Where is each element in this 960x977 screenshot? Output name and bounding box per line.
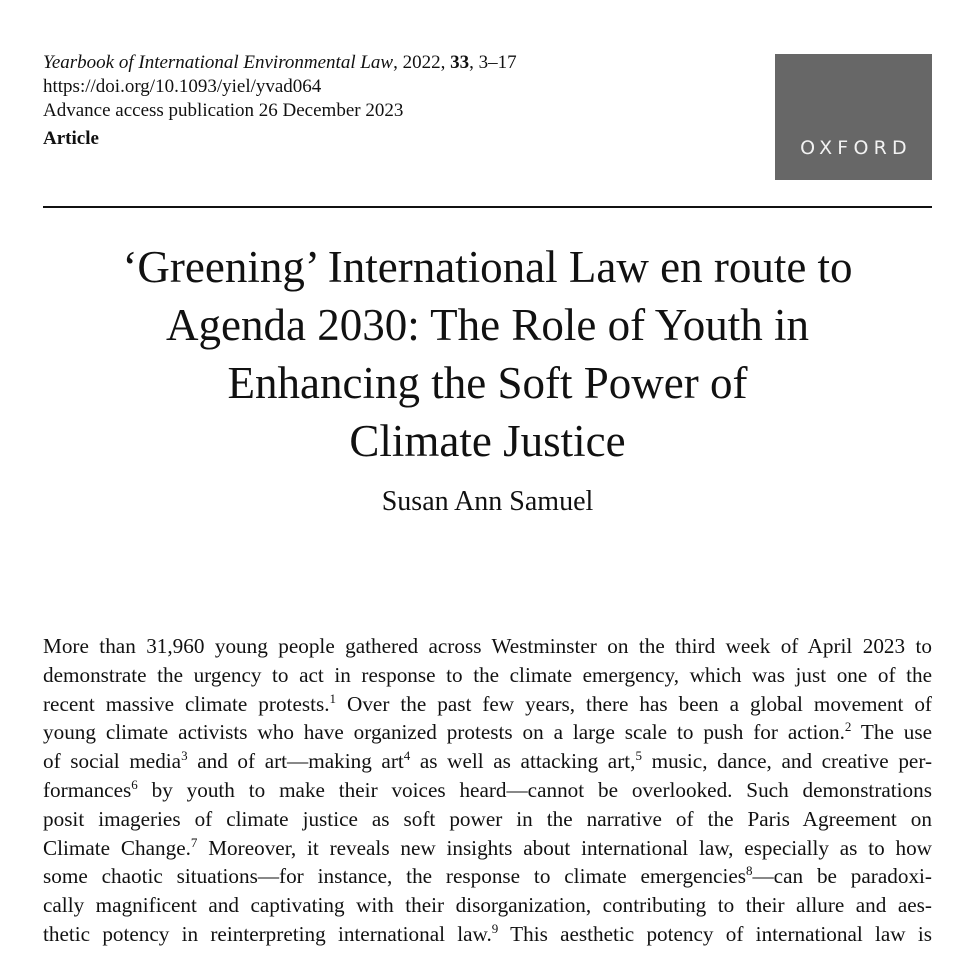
body-text-segment: posit imageries of climate justice as soft power in the narrative of the Paris Agreement on	[43, 806, 932, 831]
body-line	[43, 632, 932, 661]
body-text-segment: music, dance, and creative per-	[641, 749, 933, 774]
footnote-reference[interactable]: 1	[329, 690, 337, 706]
journal-year: 2022	[402, 52, 441, 73]
body-text-segment: This aesthetic potency of international law is	[498, 921, 932, 946]
body-line	[43, 718, 932, 747]
footnote-reference[interactable]: 4	[403, 748, 411, 764]
advance-access-date: Advance access publication 26 December 2023	[43, 100, 404, 121]
body-line	[43, 747, 932, 776]
body-paragraph	[43, 632, 932, 949]
journal-pages: 3–17	[478, 52, 517, 73]
body-text-segment: More than 31,960 young people gathered across Westminster on the third week of April 2023 to	[43, 634, 932, 658]
body-text-segment: demonstrate the urgency to act in response to the climate emergency, which was just one of the	[43, 662, 932, 687]
journal-volume: 33	[450, 52, 470, 73]
doi-link[interactable]: https://doi.org/10.1093/yiel/yvad064	[43, 76, 322, 97]
body-text-segment: Moreover, it reveals new insights about international law, especially as to how	[197, 835, 932, 860]
citation-line: Yearbook of International Environmental Law, 2022, 33, 3–17	[43, 52, 517, 73]
body-line	[43, 661, 932, 690]
footnote-reference[interactable]: 2	[844, 719, 852, 735]
author-name: Susan Ann Samuel	[381, 486, 594, 517]
article-type-label: Article	[43, 128, 99, 149]
body-text-segment: as well as attacking art,	[410, 749, 636, 774]
body-line	[43, 862, 932, 891]
footnote-reference[interactable]: 8	[745, 863, 753, 879]
body-text-segment: recent massive climate protests.	[43, 691, 330, 716]
body-line	[43, 690, 932, 719]
footnote-reference[interactable]: 3	[181, 748, 188, 764]
oxford-logo-text: OXFORD	[800, 137, 912, 159]
body-text-segment: Over the past few years, there has been a global movement of	[336, 691, 932, 716]
header-divider	[43, 206, 932, 208]
title-line: Agenda 2030: The Role of Youth in	[166, 300, 809, 350]
body-text-segment: of social media	[43, 749, 182, 774]
body-text-segment: some chaotic situations—for instance, the response to climate emergencies	[43, 864, 746, 889]
body-text-segment: thetic potency in reinterpreting international law.	[43, 921, 492, 946]
body-line	[43, 834, 932, 863]
journal-name: Yearbook of International Environmental Law	[43, 52, 394, 73]
body-text-segment: —can be paradoxi-	[752, 864, 932, 889]
body-text-segment: Climate Change.	[43, 835, 191, 860]
body-text-segment: young climate activists who have organized protests on a large scale to push for action.	[43, 720, 845, 745]
citation-block	[43, 51, 517, 151]
oxford-logo	[775, 54, 932, 180]
footnote-reference[interactable]: 9	[491, 920, 499, 936]
title-line: Enhancing the Soft Power of	[227, 358, 748, 408]
body-line	[43, 920, 932, 949]
footnote-reference[interactable]: 6	[131, 776, 138, 792]
body-line	[43, 805, 932, 834]
body-text-segment: and of art—making art	[187, 749, 404, 774]
title-line: Climate Justice	[349, 416, 626, 466]
body-text-segment: cally magnificent and captivating with their disorganization, contributing to their allure and aes-	[43, 893, 932, 918]
body-line	[43, 776, 932, 805]
title-line: ‘Greening’ International Law en route to	[122, 242, 853, 292]
body-text-segment: by youth to make their voices heard—cannot be overlooked. Such demonstrations	[137, 777, 932, 802]
body-line	[43, 891, 932, 920]
body-text-segment: formances	[43, 777, 132, 802]
footnote-reference[interactable]: 7	[190, 834, 198, 850]
body-text-segment: The use	[851, 720, 932, 745]
article-title	[43, 238, 932, 470]
footnote-reference[interactable]: 5	[635, 748, 642, 764]
